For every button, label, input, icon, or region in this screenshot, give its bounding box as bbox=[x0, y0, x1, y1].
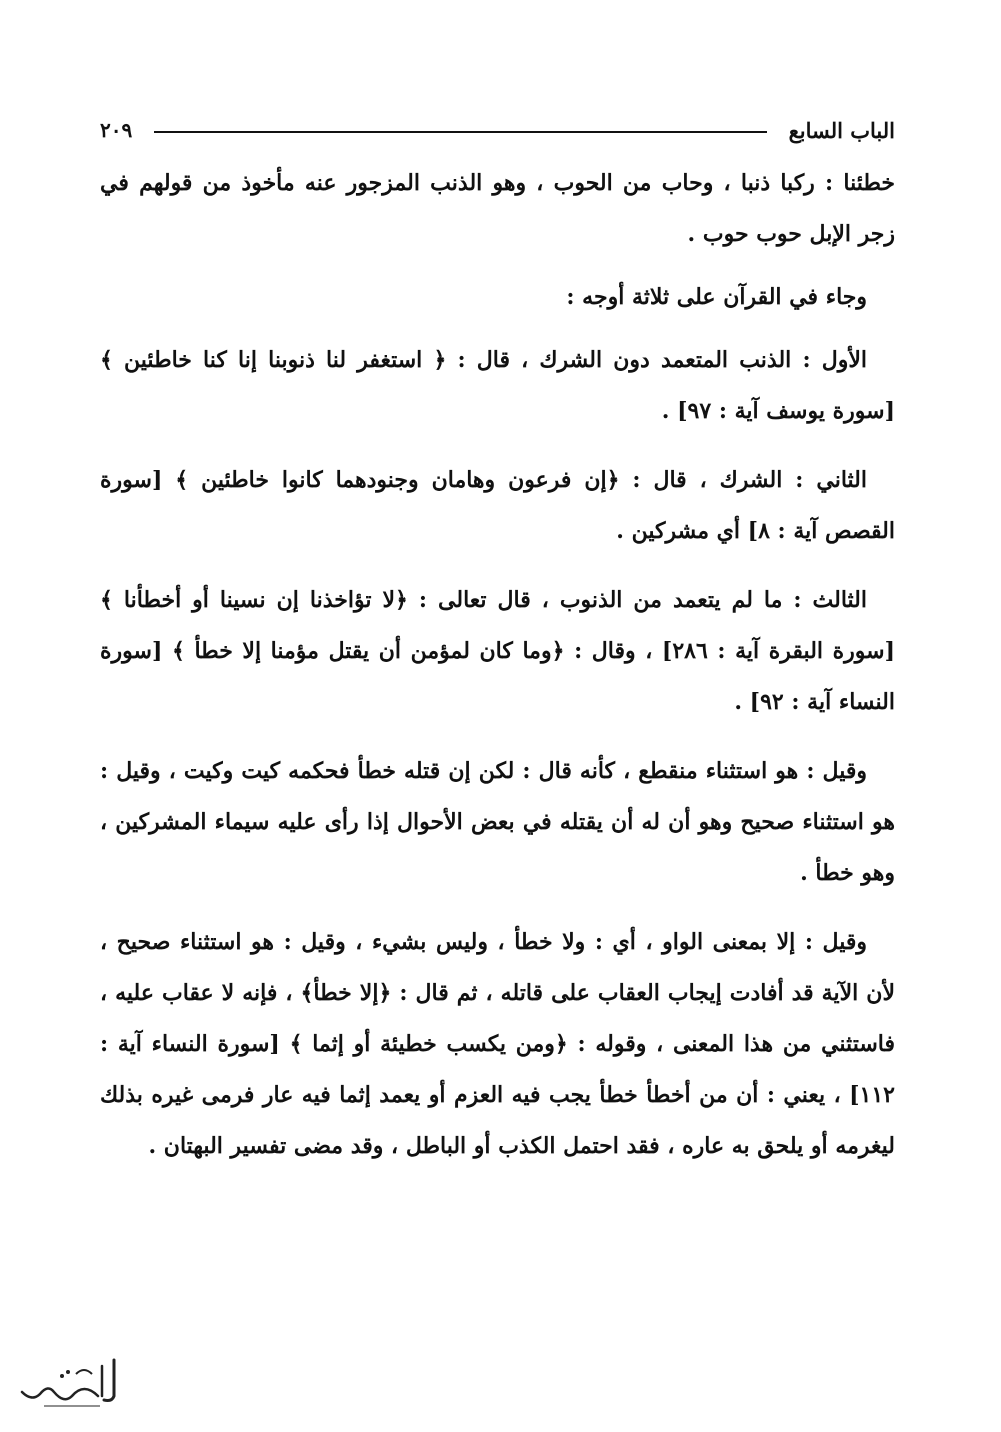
calligraphy-logo-icon bbox=[14, 1352, 124, 1412]
page-header bbox=[100, 112, 895, 148]
page-body bbox=[100, 158, 895, 1190]
paragraph-illa-meaning: وقيل : إلا بمعنى الواو ، أي : ولا خطأ ، وليس بشيء ، وقيل : هو استثناء صحيح ، لأن الآية قد أفادت إيجاب العقاب على قاتله ، ثم قال : ﴿إلا خطأ﴾ ، فإنه لا عقاب عليه ، فاستثني من هذا المعنى ، وقوله : ﴿ومن يكسب خطيئة أو إثما ﴾ [سورة النساء آية : ١١٢] ، يعني : أن من أخطأ خطأ يجب فيه العزم أو يعمد إثما فيه عار فرمى غيره بذلك ليغرمه أو يلحق به عاره ، فقد احتمل الكذب أو الباطل ، وقد مضى تفسير البهتان . bbox=[100, 929, 895, 1159]
page-number: ٢٠٩ bbox=[100, 118, 133, 142]
paragraph-first-aspect: الأول : الذنب المتعمد دون الشرك ، قال : ﴿ استغفر لنا ذنوبنا إنا كنا خاطئين ﴾ [سورة يوسف آية : ٩٧] . bbox=[100, 347, 895, 424]
paragraph-khatina: خطئنا : ركبا ذنبا ، وحاب من الحوب ، وهو الذنب المزجور عنه مأخوذ من قولهم في زجر الإبل حوب حوب . bbox=[100, 170, 895, 247]
publisher-logo bbox=[14, 1352, 124, 1412]
paragraph-exception-opinion: وقيل : هو استثناء منقطع ، كأنه قال : لكن إن قتله خطأ فحكمه كيت وكيت ، وقيل : هو استثناء صحيح وهو أن له أن يقتله في بعض الأحوال إذا رأى عليه سيماء المشركين ، وهو خطأ . bbox=[100, 758, 895, 886]
paragraph-third-aspect: الثالث : ما لم يتعمد من الذنوب ، قال تعالى : ﴿لا تؤاخذنا إن نسينا أو أخطأنا ﴾ [سورة البقرة آية : ٢٨٦] ، وقال : ﴿وما كان لمؤمن أن يقتل مؤمنا إلا خطأ ﴾ [سورة النساء آية : ٩٢] . bbox=[100, 587, 895, 715]
chapter-title: الباب السابع bbox=[788, 117, 895, 143]
header-rule bbox=[154, 131, 766, 133]
paragraph-second-aspect: الثاني : الشرك ، قال : ﴿إن فرعون وهامان وجنودهما كانوا خاطئين ﴾ [سورة القصص آية : ٨] أي مشركين . bbox=[100, 467, 895, 544]
paragraph-intro-three-aspects: وجاء في القرآن على ثلاثة أوجه : bbox=[566, 284, 867, 310]
